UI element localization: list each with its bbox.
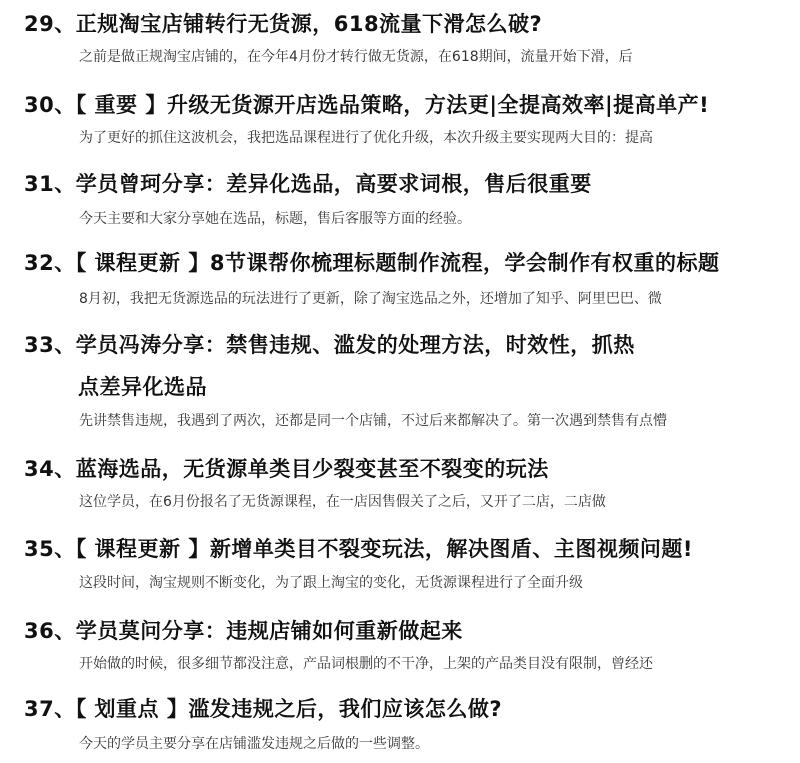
article-title-36[interactable]: 36、学员莫问分享：违规店铺如何重新做起来 bbox=[24, 619, 463, 643]
article-title-37[interactable]: 37、【 划重点 】滥发违规之后，我们应该怎么做? bbox=[24, 697, 503, 721]
article-desc-36: 开始做的时候，很多细节都没注意，产品词根删的不干净，上架的产品类目没有限制，曾经还 bbox=[79, 656, 653, 672]
article-title-29[interactable]: 29、正规淘宝店铺转行无货源，618流量下滑怎么破? bbox=[24, 12, 543, 36]
article-desc-29: 之前是做正规淘宝店铺的，在今年4月份才转行做无货源，在618期间，流量开始下滑，后 bbox=[79, 49, 633, 65]
article-title-33-line2[interactable]: 点差异化选品 bbox=[78, 375, 207, 399]
article-desc-32: 8月初，我把无货源选品的玩法进行了更新，除了淘宝选品之外，还增加了知乎、阿里巴巴、微 bbox=[79, 291, 662, 307]
article-title-34[interactable]: 34、蓝海选品，无货源单类目少裂变甚至不裂变的玩法 bbox=[24, 457, 549, 481]
article-desc-30: 为了更好的抓住这波机会，我把选品课程进行了优化升级，本次升级主要实现两大目的：提高 bbox=[79, 130, 653, 146]
article-title-30[interactable]: 30、【 重要 】升级无货源开店选品策略，方法更|全提高效率|提高单产! bbox=[24, 93, 710, 117]
article-desc-31: 今天主要和大家分享她在选品，标题，售后客服等方面的经验。 bbox=[79, 211, 471, 227]
article-desc-35: 这段时间，淘宝规则不断变化，为了跟上淘宝的变化，无货源课程进行了全面升级 bbox=[79, 575, 583, 591]
article-title-32[interactable]: 32、【 课程更新 】8节课帮你梳理标题制作流程，学会制作有权重的标题 bbox=[24, 251, 720, 275]
article-desc-33: 先讲禁售违规，我遇到了两次，还都是同一个店铺，不过后来都解决了。第一次遇到禁售有点懵 bbox=[79, 413, 667, 429]
article-title-33[interactable]: 33、学员冯涛分享：禁售违规、滥发的处理方法，时效性，抓热 bbox=[24, 333, 635, 357]
article-title-35[interactable]: 35、【 课程更新 】新增单类目不裂变玩法，解决图盾、主图视频问题! bbox=[24, 537, 693, 561]
article-desc-34: 这位学员，在6月份报名了无货源课程，在一店因售假关了之后，又开了二店，二店做 bbox=[79, 494, 606, 510]
article-title-31[interactable]: 31、学员曾珂分享：差异化选品，高要求词根，售后很重要 bbox=[24, 172, 592, 196]
article-desc-37: 今天的学员主要分享在店铺滥发违规之后做的一些调整。 bbox=[79, 736, 429, 752]
